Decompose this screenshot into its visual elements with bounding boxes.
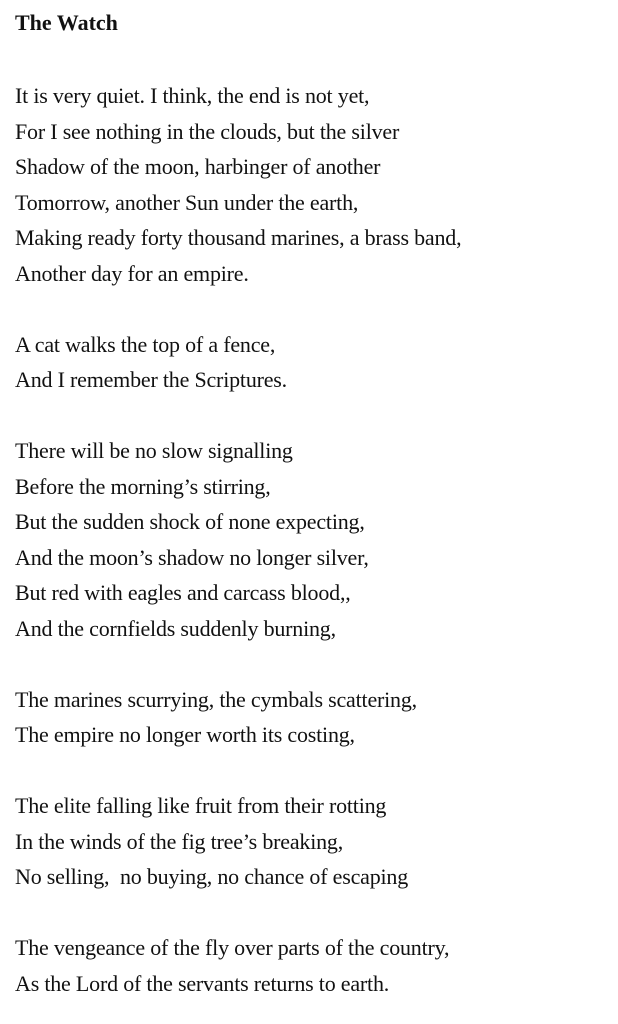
poem-title: The Watch xyxy=(15,10,118,35)
poem-line: And the moon’s shadow no longer silver, xyxy=(15,544,369,570)
poem-line: Shadow of the moon, harbinger of another xyxy=(15,154,381,179)
poem-line: Another day for an empire. xyxy=(15,260,249,286)
poem-line: And I remember the Scriptures. xyxy=(15,367,287,392)
stanza-1 xyxy=(15,78,611,291)
poem-line: In the winds of the fig tree’s breaking, xyxy=(15,828,344,854)
poem-line: There will be no slow signalling xyxy=(15,438,293,463)
poem-line: Making ready forty thousand marines, a brass band, xyxy=(15,225,462,250)
poem-line: For I see nothing in the clouds, but the silver xyxy=(15,118,400,144)
stanza-4 xyxy=(15,682,611,753)
poem-page xyxy=(15,8,611,1001)
poem-line: As the Lord of the servants returns to earth. xyxy=(15,970,390,996)
poem-line: But the sudden shock of none expecting, xyxy=(15,509,365,534)
stanza-3 xyxy=(15,433,611,646)
poem-line: A cat walks the top of a fence, xyxy=(15,331,276,357)
stanza-6 xyxy=(15,930,611,1001)
poem-line: No selling, no buying, no chance of escaping xyxy=(15,864,409,889)
poem-line: The vengeance of the fly over parts of the country, xyxy=(15,935,450,960)
poem-line: It is very quiet. I think, the end is not yet, xyxy=(15,83,370,108)
stanza-2 xyxy=(15,327,611,398)
title-spacer xyxy=(15,38,611,78)
poem-line: But red with eagles and carcass blood,, xyxy=(15,580,351,605)
poem-line: Tomorrow, another Sun under the earth, xyxy=(15,189,359,215)
poem-line: The empire no longer worth its costing, xyxy=(15,722,355,747)
poem-line: And the cornfields suddenly burning, xyxy=(15,615,336,641)
poem-line: The elite falling like fruit from their rotting xyxy=(15,793,387,818)
stanza-5 xyxy=(15,788,611,895)
poem-line: The marines scurrying, the cymbals scattering, xyxy=(15,686,417,712)
poem-line: Before the morning’s stirring, xyxy=(15,473,271,499)
